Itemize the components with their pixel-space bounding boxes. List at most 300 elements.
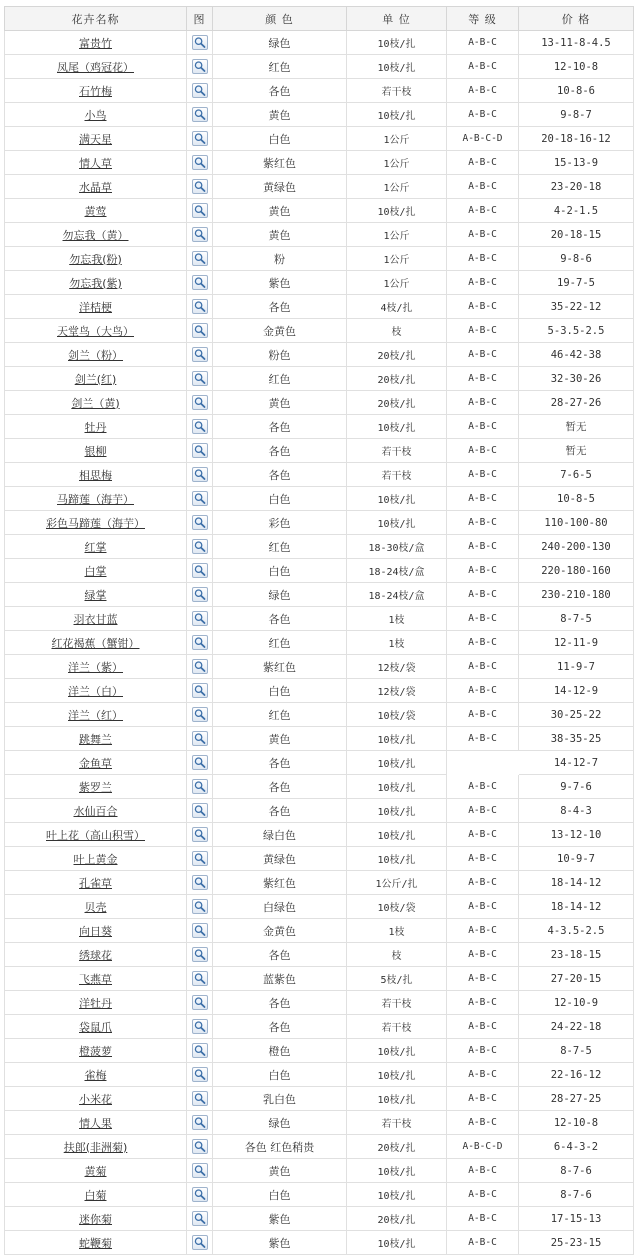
price-cell: 10-9-7 bbox=[519, 847, 634, 871]
flower-name-link[interactable]: 叶上花（高山积雪） bbox=[46, 828, 145, 842]
color-cell: 白色 bbox=[213, 1183, 347, 1207]
grade-cell: A-B-C bbox=[447, 319, 519, 343]
price-cell: 19-7-5 bbox=[519, 271, 634, 295]
flower-name-link[interactable]: 洋兰（白） bbox=[68, 684, 123, 698]
table-row bbox=[5, 823, 634, 847]
magnifier-icon[interactable] bbox=[192, 875, 208, 890]
flower-name-link[interactable]: 跳舞兰 bbox=[79, 732, 112, 746]
price-cell: 8-7-6 bbox=[519, 1183, 634, 1207]
color-cell: 绿色 bbox=[213, 31, 347, 55]
price-cell: 14-12-7 bbox=[519, 751, 634, 775]
flower-name-link[interactable]: 勿忘我（黄） bbox=[62, 228, 129, 242]
flower-name-cell bbox=[5, 847, 187, 871]
flower-name-link[interactable]: 剑兰（粉） bbox=[68, 348, 123, 362]
picture-cell bbox=[187, 895, 213, 919]
flower-name-link[interactable]: 红花褐蕉（蟹钳） bbox=[51, 636, 140, 650]
flower-name-link[interactable]: 小鸟 bbox=[84, 108, 107, 122]
grade-cell: A-B-C bbox=[447, 1063, 519, 1087]
magnifier-icon[interactable] bbox=[192, 83, 208, 98]
flower-name-link[interactable]: 红掌 bbox=[84, 540, 107, 554]
table-row bbox=[5, 895, 634, 919]
grade-cell: A-B-C bbox=[447, 535, 519, 559]
price-cell: 25-23-15 bbox=[519, 1231, 634, 1255]
picture-cell bbox=[187, 919, 213, 943]
color-cell: 各色 bbox=[213, 943, 347, 967]
flower-name-link[interactable]: 彩色马蹄莲（海芋） bbox=[46, 516, 145, 530]
flower-name-link[interactable]: 贝壳 bbox=[84, 900, 107, 914]
table-row bbox=[5, 871, 634, 895]
picture-cell bbox=[187, 439, 213, 463]
table-row bbox=[5, 151, 634, 175]
grade-cell: A-B-C bbox=[447, 799, 519, 823]
unit-cell: 若干枝 bbox=[347, 1111, 447, 1135]
flower-name-link[interactable]: 凤尾（鸡冠花） bbox=[57, 60, 134, 74]
magnifier-icon[interactable] bbox=[192, 1115, 208, 1130]
picture-cell bbox=[187, 871, 213, 895]
unit-cell: 1枝 bbox=[347, 607, 447, 631]
unit-cell: 20枝/扎 bbox=[347, 1207, 447, 1231]
flower-name-cell bbox=[5, 1183, 187, 1207]
picture-cell bbox=[187, 511, 213, 535]
magnifier-icon[interactable] bbox=[192, 155, 208, 170]
color-cell: 各色 bbox=[213, 991, 347, 1015]
grade-cell: A-B-C bbox=[447, 727, 519, 751]
flower-name-cell bbox=[5, 559, 187, 583]
magnifier-icon[interactable] bbox=[192, 659, 208, 674]
unit-cell: 若干枝 bbox=[347, 1015, 447, 1039]
color-cell: 绿白色 bbox=[213, 823, 347, 847]
unit-cell: 10枝/扎 bbox=[347, 1231, 447, 1255]
unit-cell: 20枝/扎 bbox=[347, 391, 447, 415]
flower-name-cell bbox=[5, 655, 187, 679]
unit-cell: 18-30枝/盒 bbox=[347, 535, 447, 559]
picture-cell bbox=[187, 847, 213, 871]
magnifier-icon[interactable] bbox=[192, 587, 208, 602]
table-row bbox=[5, 775, 634, 799]
price-cell: 8-7-5 bbox=[519, 1039, 634, 1063]
flower-name-link[interactable]: 绣球花 bbox=[79, 948, 112, 962]
price-cell: 220-180-160 bbox=[519, 559, 634, 583]
magnifier-icon[interactable] bbox=[192, 1211, 208, 1226]
magnifier-icon[interactable] bbox=[192, 1091, 208, 1106]
unit-cell: 1公斤 bbox=[347, 175, 447, 199]
color-cell: 紫色 bbox=[213, 1231, 347, 1255]
grade-cell: A-B-C bbox=[447, 1207, 519, 1231]
price-cell: 15-13-9 bbox=[519, 151, 634, 175]
picture-cell bbox=[187, 775, 213, 799]
unit-cell: 枝 bbox=[347, 943, 447, 967]
header-pic: 图 bbox=[187, 7, 213, 31]
unit-cell: 1枝 bbox=[347, 631, 447, 655]
flower-name-cell bbox=[5, 151, 187, 175]
flower-name-link[interactable]: 蛇鞭菊 bbox=[79, 1236, 112, 1250]
color-cell: 紫红色 bbox=[213, 151, 347, 175]
unit-cell: 10枝/扎 bbox=[347, 727, 447, 751]
flower-name-link[interactable]: 剑兰（黄) bbox=[71, 396, 120, 410]
grade-cell: A-B-C bbox=[447, 223, 519, 247]
unit-cell: 枝 bbox=[347, 319, 447, 343]
flower-name-link[interactable]: 橙菠萝 bbox=[79, 1044, 112, 1058]
price-cell: 46-42-38 bbox=[519, 343, 634, 367]
flower-name-cell bbox=[5, 631, 187, 655]
flower-name-link[interactable]: 绿掌 bbox=[84, 588, 107, 602]
grade-cell: A-B-C bbox=[447, 991, 519, 1015]
grade-cell: A-B-C bbox=[447, 271, 519, 295]
magnifier-icon[interactable] bbox=[192, 995, 208, 1010]
price-cell: 30-25-22 bbox=[519, 703, 634, 727]
magnifier-icon[interactable] bbox=[192, 851, 208, 866]
magnifier-icon[interactable] bbox=[192, 923, 208, 938]
picture-cell bbox=[187, 79, 213, 103]
magnifier-icon[interactable] bbox=[192, 347, 208, 362]
flower-name-cell bbox=[5, 1015, 187, 1039]
table-row bbox=[5, 583, 634, 607]
table-row bbox=[5, 943, 634, 967]
flower-name-cell bbox=[5, 727, 187, 751]
flower-name-link[interactable]: 黄菊 bbox=[84, 1164, 107, 1178]
unit-cell: 若干枝 bbox=[347, 79, 447, 103]
unit-cell: 18-24枝/盒 bbox=[347, 559, 447, 583]
color-cell: 各色 bbox=[213, 775, 347, 799]
flower-name-cell bbox=[5, 511, 187, 535]
color-cell: 黄色 bbox=[213, 391, 347, 415]
magnifier-icon[interactable] bbox=[192, 1139, 208, 1154]
unit-cell: 10枝/扎 bbox=[347, 1183, 447, 1207]
picture-cell bbox=[187, 295, 213, 319]
magnifier-icon[interactable] bbox=[192, 443, 208, 458]
magnifier-icon[interactable] bbox=[192, 203, 208, 218]
picture-cell bbox=[187, 343, 213, 367]
header-color: 颜 色 bbox=[213, 7, 347, 31]
table-header-row bbox=[5, 7, 634, 31]
flower-name-link[interactable]: 白菊 bbox=[84, 1188, 107, 1202]
unit-cell: 12枝/袋 bbox=[347, 655, 447, 679]
flower-name-link[interactable]: 迷你菊 bbox=[79, 1212, 112, 1226]
price-cell: 18-14-12 bbox=[519, 895, 634, 919]
flower-name-cell bbox=[5, 439, 187, 463]
price-cell: 12-11-9 bbox=[519, 631, 634, 655]
flower-name-cell bbox=[5, 1207, 187, 1231]
grade-cell: A-B-C bbox=[447, 31, 519, 55]
flower-name-cell bbox=[5, 1039, 187, 1063]
magnifier-icon[interactable] bbox=[192, 1019, 208, 1034]
flower-name-cell bbox=[5, 967, 187, 991]
table-row bbox=[5, 511, 634, 535]
table-row bbox=[5, 31, 634, 55]
price-cell: 28-27-25 bbox=[519, 1087, 634, 1111]
table-row bbox=[5, 247, 634, 271]
color-cell: 各色 红色稍贵 bbox=[213, 1135, 347, 1159]
unit-cell: 1枝 bbox=[347, 919, 447, 943]
flower-name-link[interactable]: 勿忘我(粉) bbox=[69, 252, 122, 266]
magnifier-icon[interactable] bbox=[192, 371, 208, 386]
flower-name-cell bbox=[5, 415, 187, 439]
unit-cell: 10枝/扎 bbox=[347, 31, 447, 55]
table-row bbox=[5, 847, 634, 871]
picture-cell bbox=[187, 1015, 213, 1039]
magnifier-icon[interactable] bbox=[192, 299, 208, 314]
flower-name-link[interactable]: 洋桔梗 bbox=[79, 300, 112, 314]
grade-cell: A-B-C bbox=[447, 895, 519, 919]
unit-cell: 20枝/扎 bbox=[347, 367, 447, 391]
picture-cell bbox=[187, 607, 213, 631]
magnifier-icon[interactable] bbox=[192, 971, 208, 986]
magnifier-icon[interactable] bbox=[192, 515, 208, 530]
flower-name-link[interactable]: 满天星 bbox=[79, 132, 112, 146]
magnifier-icon[interactable] bbox=[192, 1043, 208, 1058]
flower-name-link[interactable]: 情人果 bbox=[79, 1116, 112, 1130]
magnifier-icon[interactable] bbox=[192, 275, 208, 290]
table-row bbox=[5, 391, 634, 415]
price-cell: 18-14-12 bbox=[519, 871, 634, 895]
flower-name-cell bbox=[5, 199, 187, 223]
price-cell: 23-20-18 bbox=[519, 175, 634, 199]
magnifier-icon[interactable] bbox=[192, 491, 208, 506]
color-cell: 绿色 bbox=[213, 1111, 347, 1135]
magnifier-icon[interactable] bbox=[192, 707, 208, 722]
table-row bbox=[5, 1039, 634, 1063]
magnifier-icon[interactable] bbox=[192, 395, 208, 410]
magnifier-icon[interactable] bbox=[192, 107, 208, 122]
table-row bbox=[5, 799, 634, 823]
color-cell: 红色 bbox=[213, 703, 347, 727]
price-cell: 240-200-130 bbox=[519, 535, 634, 559]
flower-name-cell bbox=[5, 223, 187, 247]
unit-cell: 10枝/扎 bbox=[347, 1063, 447, 1087]
magnifier-icon[interactable] bbox=[192, 419, 208, 434]
grade-cell: A-B-C bbox=[447, 967, 519, 991]
grade-cell: A-B-C bbox=[447, 703, 519, 727]
flower-name-link[interactable]: 马蹄莲（海芋） bbox=[57, 492, 134, 506]
flower-name-cell bbox=[5, 79, 187, 103]
price-cell: 13-12-10 bbox=[519, 823, 634, 847]
price-cell: 13-11-8-4.5 bbox=[519, 31, 634, 55]
picture-cell bbox=[187, 415, 213, 439]
table-row bbox=[5, 439, 634, 463]
unit-cell: 10枝/扎 bbox=[347, 1159, 447, 1183]
magnifier-icon[interactable] bbox=[192, 1163, 208, 1178]
color-cell: 彩色 bbox=[213, 511, 347, 535]
color-cell: 金黄色 bbox=[213, 919, 347, 943]
flower-name-link[interactable]: 黄莺 bbox=[84, 204, 107, 218]
color-cell: 橙色 bbox=[213, 1039, 347, 1063]
table-row bbox=[5, 991, 634, 1015]
flower-name-link[interactable]: 白掌 bbox=[84, 564, 107, 578]
magnifier-icon[interactable] bbox=[192, 539, 208, 554]
color-cell: 各色 bbox=[213, 463, 347, 487]
unit-cell: 5枝/扎 bbox=[347, 967, 447, 991]
grade-cell: A-B-C bbox=[447, 847, 519, 871]
picture-cell bbox=[187, 1135, 213, 1159]
grade-cell: A-B-C bbox=[447, 151, 519, 175]
color-cell: 各色 bbox=[213, 79, 347, 103]
flower-name-link[interactable]: 扶郎(非洲菊) bbox=[63, 1140, 128, 1154]
flower-name-cell bbox=[5, 367, 187, 391]
grade-cell: A-B-C bbox=[447, 175, 519, 199]
price-cell: 12-10-9 bbox=[519, 991, 634, 1015]
grade-cell: A-B-C bbox=[447, 1015, 519, 1039]
table-row bbox=[5, 1231, 634, 1255]
flower-name-link[interactable]: 牡丹 bbox=[84, 420, 107, 434]
magnifier-icon[interactable] bbox=[192, 635, 208, 650]
magnifier-icon[interactable] bbox=[192, 683, 208, 698]
magnifier-icon[interactable] bbox=[192, 251, 208, 266]
flower-name-link[interactable]: 银柳 bbox=[84, 444, 107, 458]
color-cell: 紫色 bbox=[213, 271, 347, 295]
flower-name-link[interactable]: 水晶草 bbox=[79, 180, 112, 194]
picture-cell bbox=[187, 1039, 213, 1063]
picture-cell bbox=[187, 463, 213, 487]
unit-cell: 10枝/扎 bbox=[347, 1039, 447, 1063]
price-cell: 12-10-8 bbox=[519, 55, 634, 79]
flower-name-cell bbox=[5, 1231, 187, 1255]
picture-cell bbox=[187, 367, 213, 391]
magnifier-icon[interactable] bbox=[192, 1067, 208, 1082]
flower-name-link[interactable]: 剑兰(红) bbox=[74, 372, 117, 386]
color-cell: 各色 bbox=[213, 799, 347, 823]
grade-cell: A-B-C bbox=[447, 367, 519, 391]
flower-name-link[interactable]: 紫罗兰 bbox=[79, 780, 112, 794]
grade-cell: A-B-C bbox=[447, 631, 519, 655]
color-cell: 紫红色 bbox=[213, 871, 347, 895]
flower-name-link[interactable]: 孔雀草 bbox=[79, 876, 112, 890]
magnifier-icon[interactable] bbox=[192, 563, 208, 578]
color-cell: 白绿色 bbox=[213, 895, 347, 919]
grade-cell: A-B-C bbox=[447, 415, 519, 439]
price-cell: 8-4-3 bbox=[519, 799, 634, 823]
grade-cell: A-B-C bbox=[447, 103, 519, 127]
grade-cell: A-B-C bbox=[447, 1183, 519, 1207]
header-unit: 单 位 bbox=[347, 7, 447, 31]
table-row bbox=[5, 79, 634, 103]
unit-cell: 20枝/扎 bbox=[347, 1135, 447, 1159]
flower-name-link[interactable]: 石竹梅 bbox=[79, 84, 112, 98]
flower-name-link[interactable]: 情人草 bbox=[79, 156, 112, 170]
flower-name-link[interactable]: 金鱼草 bbox=[79, 756, 112, 770]
flower-name-cell bbox=[5, 55, 187, 79]
magnifier-icon[interactable] bbox=[192, 35, 208, 50]
flower-name-link[interactable]: 叶上黄金 bbox=[73, 852, 118, 866]
magnifier-icon[interactable] bbox=[192, 1235, 208, 1250]
flower-name-cell bbox=[5, 31, 187, 55]
flower-name-link[interactable]: 袋鼠爪 bbox=[79, 1020, 112, 1034]
flower-name-cell bbox=[5, 679, 187, 703]
table-body bbox=[5, 31, 634, 1255]
magnifier-icon[interactable] bbox=[192, 827, 208, 842]
table-row bbox=[5, 55, 634, 79]
magnifier-icon[interactable] bbox=[192, 947, 208, 962]
flower-name-cell bbox=[5, 1087, 187, 1111]
unit-cell: 1公斤 bbox=[347, 127, 447, 151]
color-cell: 红色 bbox=[213, 535, 347, 559]
magnifier-icon[interactable] bbox=[192, 731, 208, 746]
flower-name-cell bbox=[5, 703, 187, 727]
flower-name-link[interactable]: 飞燕草 bbox=[79, 972, 112, 986]
magnifier-icon[interactable] bbox=[192, 803, 208, 818]
picture-cell bbox=[187, 535, 213, 559]
flower-name-link[interactable]: 天堂鸟（大鸟） bbox=[57, 324, 134, 338]
flower-name-link[interactable]: 相思梅 bbox=[79, 468, 112, 482]
picture-cell bbox=[187, 679, 213, 703]
magnifier-icon[interactable] bbox=[192, 1187, 208, 1202]
picture-cell bbox=[187, 223, 213, 247]
grade-cell: A-B-C bbox=[447, 343, 519, 367]
flower-name-link[interactable]: 勿忘我(紫) bbox=[69, 276, 122, 290]
magnifier-icon[interactable] bbox=[192, 131, 208, 146]
flower-name-link[interactable]: 向日葵 bbox=[79, 924, 112, 938]
grade-cell: A-B-C bbox=[447, 439, 519, 463]
flower-name-link[interactable]: 富贵竹 bbox=[79, 36, 112, 50]
grade-cell: A-B-C bbox=[447, 583, 519, 607]
magnifier-icon[interactable] bbox=[192, 179, 208, 194]
picture-cell bbox=[187, 583, 213, 607]
table-row bbox=[5, 463, 634, 487]
magnifier-icon[interactable] bbox=[192, 779, 208, 794]
picture-cell bbox=[187, 1063, 213, 1087]
flower-name-cell bbox=[5, 751, 187, 775]
grade-cell: A-B-C bbox=[447, 247, 519, 271]
magnifier-icon[interactable] bbox=[192, 323, 208, 338]
flower-name-link[interactable]: 洋牡丹 bbox=[79, 996, 112, 1010]
magnifier-icon[interactable] bbox=[192, 467, 208, 482]
price-cell: 12-10-8 bbox=[519, 1111, 634, 1135]
table-row bbox=[5, 127, 634, 151]
grade-cell: A-B-C bbox=[447, 79, 519, 103]
color-cell: 白色 bbox=[213, 487, 347, 511]
flower-name-cell bbox=[5, 247, 187, 271]
price-cell: 8-7-5 bbox=[519, 607, 634, 631]
flower-name-link[interactable]: 羽衣甘蓝 bbox=[73, 612, 118, 626]
grade-cell: A-B-C bbox=[447, 1159, 519, 1183]
flower-name-cell bbox=[5, 991, 187, 1015]
table-row bbox=[5, 1015, 634, 1039]
picture-cell bbox=[187, 271, 213, 295]
grade-cell: A-B-C bbox=[447, 487, 519, 511]
magnifier-icon[interactable] bbox=[192, 899, 208, 914]
price-cell: 7-6-5 bbox=[519, 463, 634, 487]
color-cell: 白色 bbox=[213, 679, 347, 703]
picture-cell bbox=[187, 55, 213, 79]
magnifier-icon[interactable] bbox=[192, 755, 208, 770]
grade-cell: A-B-C bbox=[447, 607, 519, 631]
table-row bbox=[5, 919, 634, 943]
picture-cell bbox=[187, 727, 213, 751]
price-cell: 32-30-26 bbox=[519, 367, 634, 391]
table-row bbox=[5, 271, 634, 295]
color-cell: 各色 bbox=[213, 295, 347, 319]
grade-cell: A-B-C bbox=[447, 391, 519, 415]
grade-cell: A-B-C bbox=[447, 55, 519, 79]
unit-cell: 10枝/扎 bbox=[347, 775, 447, 799]
flower-name-link[interactable]: 雀梅 bbox=[84, 1068, 107, 1082]
unit-cell: 10枝/扎 bbox=[347, 823, 447, 847]
magnifier-icon[interactable] bbox=[192, 611, 208, 626]
magnifier-icon[interactable] bbox=[192, 59, 208, 74]
flower-name-cell bbox=[5, 319, 187, 343]
price-cell: 9-8-7 bbox=[519, 103, 634, 127]
price-cell: 4-2-1.5 bbox=[519, 199, 634, 223]
flower-name-link[interactable]: 洋兰（紫） bbox=[68, 660, 123, 674]
unit-cell: 10枝/扎 bbox=[347, 487, 447, 511]
flower-name-link[interactable]: 小米花 bbox=[79, 1092, 112, 1106]
picture-cell bbox=[187, 127, 213, 151]
flower-name-cell bbox=[5, 943, 187, 967]
grade-cell: A-B-C bbox=[447, 655, 519, 679]
picture-cell bbox=[187, 199, 213, 223]
magnifier-icon[interactable] bbox=[192, 227, 208, 242]
flower-name-link[interactable]: 洋兰（红） bbox=[68, 708, 123, 722]
flower-name-link[interactable]: 水仙百合 bbox=[73, 804, 118, 818]
